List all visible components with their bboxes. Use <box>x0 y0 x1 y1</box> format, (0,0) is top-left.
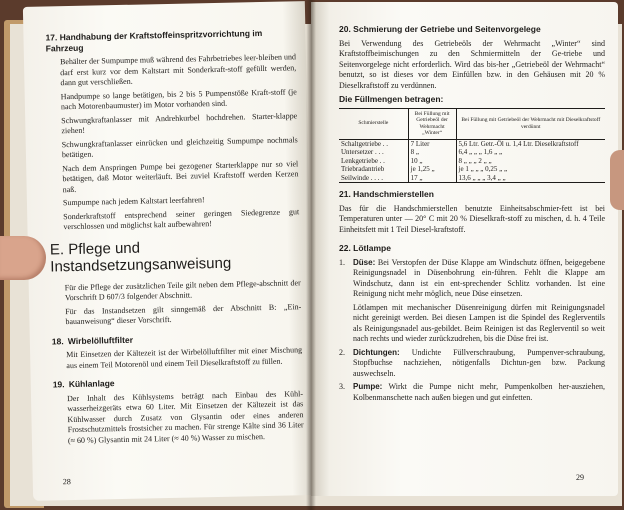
section-19-number: 19. <box>52 379 65 390</box>
table-row <box>339 157 605 166</box>
section-18-text: Mit Einsetzen der Kältezeit ist der Wirbelölluftfilter mit einer Mischung aus einem Teil Motorenöl und einem Teil Dieselkraftstoff zu füllen. <box>66 345 303 370</box>
section-19-title: Kühlanlage <box>68 378 115 390</box>
section-17-paragraph: Nach dem Anspringen Pumpe bei gezogener Starterklappe nur so viel betätigen, daß Motor weiterläuft. Bei zuviel Kraftstoff werden Kerzen naß. <box>62 158 299 194</box>
right-page <box>311 2 618 496</box>
table-row <box>339 165 605 174</box>
book-gutter <box>306 0 316 510</box>
table-cell: Triebradantrieb <box>341 165 385 173</box>
list-item-term: Düse: <box>353 257 376 267</box>
section-17-paragraph: Sonderkraftstoff entsprechend seiner geringen Siedegrenze gut verschlossen und möglichst kalt aufbewahren! <box>63 206 300 232</box>
chapter-e-intro: Für die Pflege der zusätzlichen Teile gilt neben dem Pflege-abschnitt der Vorschrift D 607/3 folgender Abschnitt. <box>64 277 301 303</box>
table-row <box>339 148 605 157</box>
section-19-text: Der Inhalt des Kühlsystems beträgt nach Einbau des Kühl-wasserheizgeräts etwa 60 Liter. Mit Einsetzen der Kältezeit ist das Kühlwasser durch Zusatz von Glysantin oder eines anderen Frostschutzmittels frostsicher zu machen. Für strenge Kälte sind 36 Liter (≈ 60 %) Glysantin mit 24 Liter (≈ 40 %) Wasser zu mischen. <box>66 388 304 445</box>
section-21-text: Das für die Handschmierstellen benutzte Einheitsabschmier-fett ist bei Temperaturen unter — 20° C mit 20 % Dieselkraft-stoff zu mischen, d. h. 4 Teile Einheitsfett mit 1 Teil Diesel-kraftstoff. <box>339 203 605 234</box>
list-item-number: 3. <box>339 382 345 391</box>
table-row <box>339 139 605 148</box>
fill-quantities-table <box>339 108 605 184</box>
table-cell: 10 „ <box>408 157 456 166</box>
table-cell: Untersetzer . . . <box>341 148 384 156</box>
table-row <box>339 174 605 183</box>
table-cell: Lenkgetriebe . . <box>341 156 385 165</box>
list-item <box>339 258 605 300</box>
section-20-text: Bei Verwendung des Getriebeöls der Wehrmacht „Winter“ sind Kraftstoffbeimischungen zu den Schmiermitteln der Ge-triebe und Seitenvorgelege nicht erforderlich. Wird das bis-her „Getriebeöl der Wehrmacht“ benutzt, so ist dieses vor dem Einfüllen bzw. in den Gehäusen mit 20 % Dieselkraftstoff zu verdünnen. <box>339 38 605 90</box>
list-item-number <box>339 303 353 345</box>
right-page-content <box>339 24 605 406</box>
table-header: Bei Füllung mit Getriebeöl der Wehrmacht „Winter“ <box>408 108 456 139</box>
table-header: Bei Füllung mit Getriebeöl der Wehrmacht mit Dieselkraftstoff verdünnt <box>456 108 605 139</box>
right-thumb <box>610 150 624 210</box>
table-cell: 5,6 Ltr. Getr.-Öl u. 1,4 Ltr. Dieselkraftstoff <box>456 139 605 148</box>
table-cell: 6,4 „ „ „ 1,6 „ „ <box>456 148 605 157</box>
fill-quantities-heading: Die Füllmengen betragen: <box>339 94 444 104</box>
list-item-number: 1. <box>339 257 345 267</box>
chapter-e-intro: Für das Instandsetzen gilt sinngemäß der Abschnitt B: „Ein-bauanweisung“ dieser Vorschrift. <box>65 301 302 327</box>
table-cell: Schaltgetriebe . . <box>341 139 389 148</box>
list-item-text: Undichte Füllverschraubung, Pumpenver-schraubung, Stopfbuchse nachziehen, nötigenfalls Dichtun-gen bzw. Packung auswechseln. <box>353 347 605 378</box>
section-21-title: 21. Handschmierstellen <box>339 189 434 199</box>
table-header-row <box>339 108 605 139</box>
list-item-text: Lötlampen mit mechanischer Düsenreinigung dürfen mit Reinigungsnadel nicht gereinigt werden. Bei diesen Lampen ist die Spindel des Reglerventils als Reinigungsnadel aus-gebildet. Beim Reinigen ist das Reglerventil so weit nach rechts und wieder zurückzudrehen, bis die Düse frei ist. <box>353 302 605 343</box>
left-page <box>23 1 315 501</box>
section-19 <box>53 374 304 446</box>
section-18-number: 18. <box>51 335 64 346</box>
list-item <box>339 382 605 403</box>
section-17-paragraph: Schwungkraftanlasser einrücken und gleichzeitig Sumpumpe nochmals betätigen. <box>61 134 298 160</box>
table-cell: 8 „ „ „ 2 „ „ <box>456 157 605 166</box>
section-17-paragraph: Schwungkraftanlasser mit Andrehkurbel hochdrehen. Starter-klappe ziehen! <box>61 110 298 136</box>
section-20-title: 20. Schmierung der Getriebe und Seitenvorgelege <box>339 24 541 34</box>
section-17-title: 17. Handhabung der Kraftstoffeinspritzvorrichtung im Fahrzeug <box>45 28 263 54</box>
page-number-right: 29 <box>576 473 584 482</box>
table-cell: 7 Liter <box>408 139 456 148</box>
left-page-content <box>45 27 304 449</box>
section-17-paragraph: Behälter der Sumpumpe muß während des Fahrbetriebes leer-bleiben und darf erst kurz vor dem Kaltstart mit Sonderkraft-stoff gefüllt werden, dann gut verschließen. <box>59 52 297 88</box>
table-header: Schmierstelle <box>339 108 408 139</box>
list-item-term: Dichtungen: <box>353 347 400 357</box>
table-cell: 8 „ <box>408 148 456 157</box>
section-22-title: 22. Lötlampe <box>339 243 391 253</box>
list-item-text: Bei Verstopfen der Düse Klappe am Windschutz öffnen, beigegebene Reinigungsnadel in Düsenbohrung ein-führen. Fehlt die Klappe am Windschutz, dann ist ein ent-sprechender Schlitz vorhanden. Ist eine Reinigung nicht mehr möglich, neue Düse einsetzen. <box>353 257 605 298</box>
table-cell: Seilwinde . . . . <box>339 174 408 183</box>
left-thumb <box>0 236 46 280</box>
table-cell: 17 „ <box>408 174 456 183</box>
table-cell: 13,6 „ „ „ 3,4 „ „ <box>456 174 605 183</box>
list-item <box>339 348 605 380</box>
section-18-title: Wirbelölluftfilter <box>67 334 134 346</box>
table-cell: je 1 „ „ „ 0,25 „ „ <box>456 165 605 174</box>
list-item-term: Pumpe: <box>353 382 383 391</box>
section-17-paragraph: Sumpumpe nach jedem Kaltstart leerfahren! <box>62 195 205 208</box>
page-number-left: 28 <box>62 477 71 487</box>
chapter-e-heading: E. Pflege und Instandsetzungsanweisung <box>49 239 232 275</box>
section-17-paragraph: Handpumpe so lange betätigen, bis 2 bis 5 Pumpenstöße Kraft-stoff (je nach Motorenbaumuster) im Motor vorhanden sind. <box>60 86 297 112</box>
list-item-number: 2. <box>339 347 345 357</box>
table-cell: je 1,25 „ <box>408 165 456 174</box>
section-18 <box>52 331 303 372</box>
list-item <box>339 303 605 345</box>
list-item-text: Wirkt die Pumpe nicht mehr, Pumpenkolben her-ausziehen, Kolbenmanschette nach außen biegen und gut einfetten. <box>353 382 605 402</box>
